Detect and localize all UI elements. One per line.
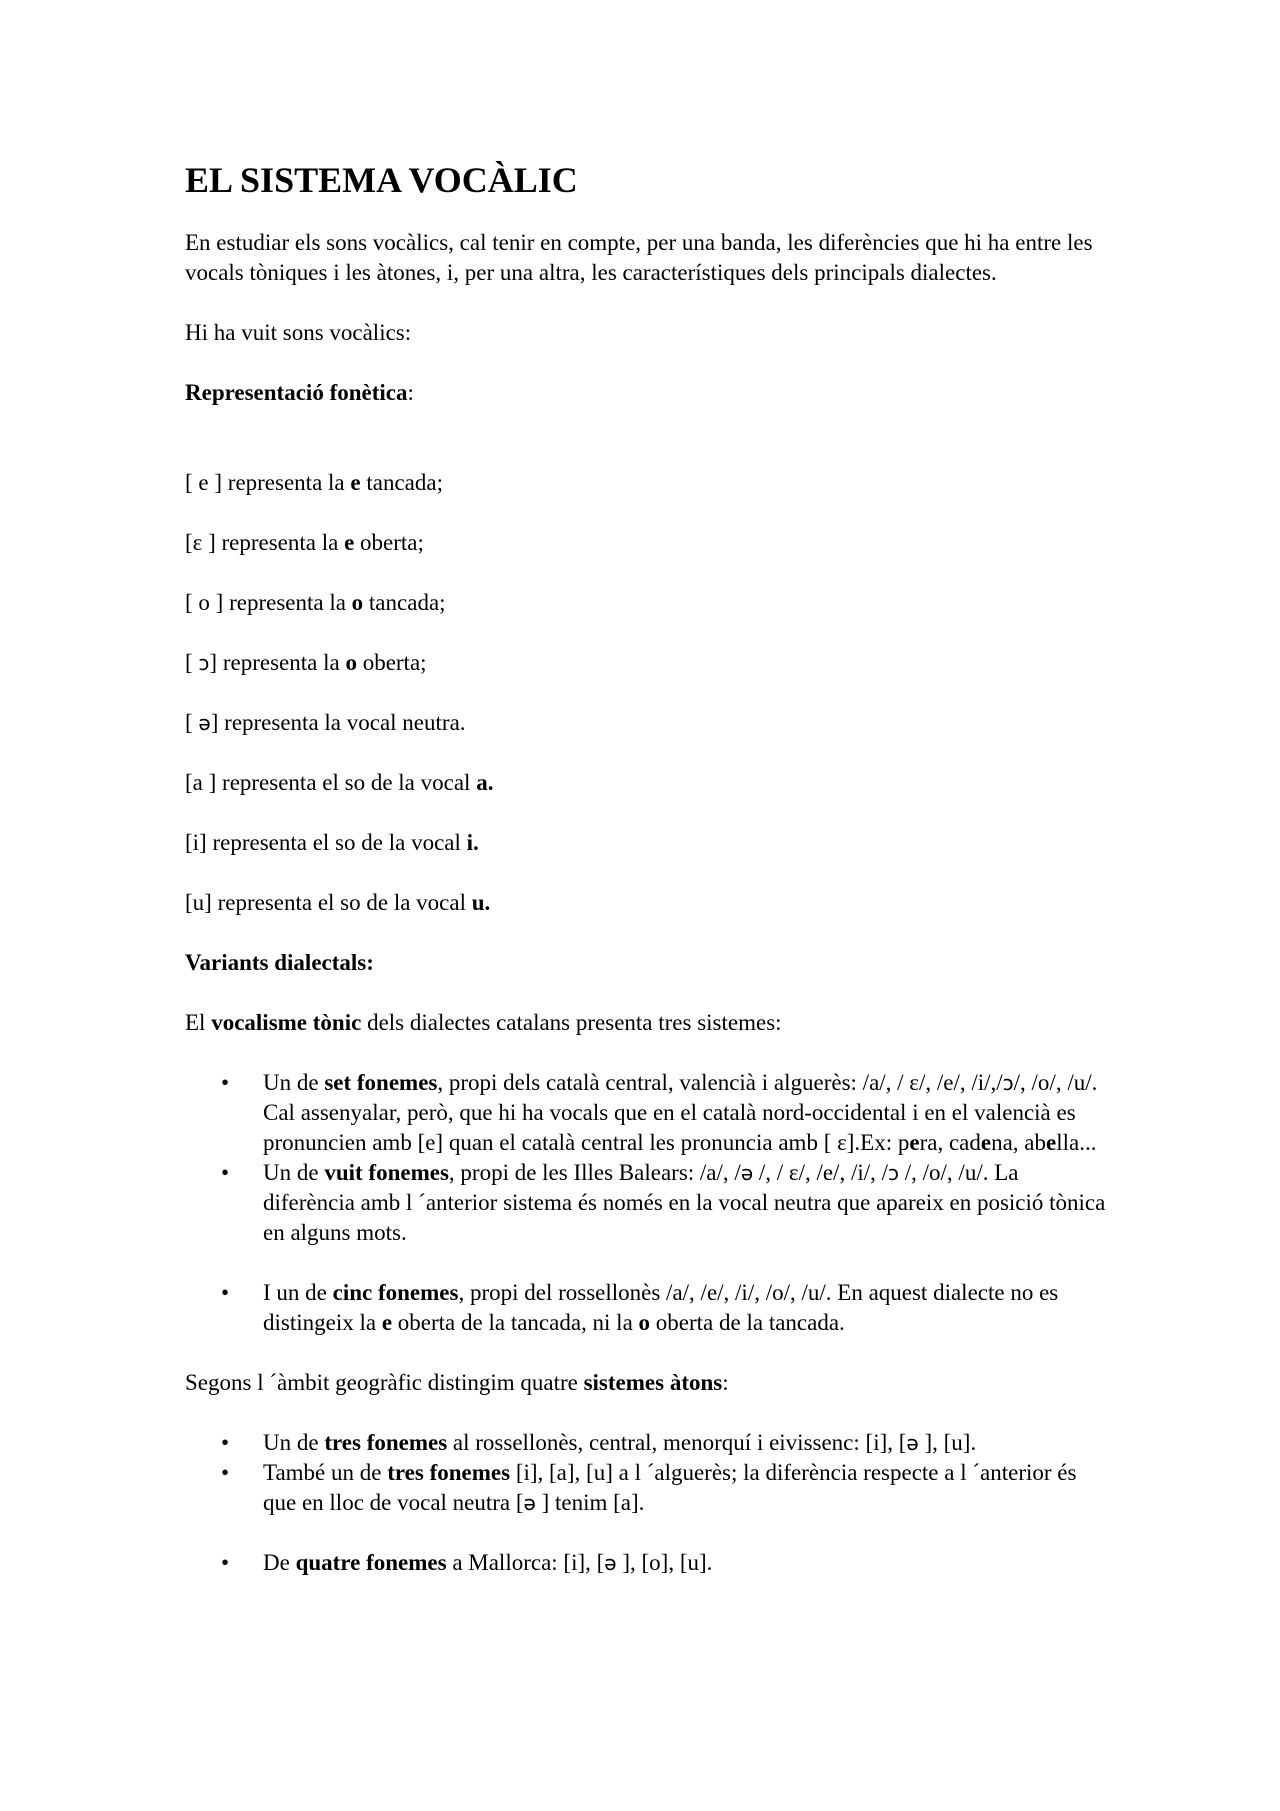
representation-heading-label: Representació fonètica <box>185 380 408 405</box>
tonic-intro: El vocalisme tònic dels dialectes catalans presenta tres sistemes: <box>185 1010 782 1035</box>
vowel-count-paragraph: Hi ha vuit sons vocàlics: <box>185 320 412 345</box>
symbol-line-u: [u] representa el so de la vocal u. <box>185 890 491 915</box>
symbol-line-o-open: [ ɔ] representa la o oberta; <box>185 650 427 675</box>
variants-heading: Variants dialectals: <box>185 950 374 975</box>
representation-heading <box>185 378 1115 408</box>
list-item-eight-phonemes: • Un de vuit fonemes, propi de les Illes Balears: /a/, /ə /, / ε/, /e/, /i/, /ɔ /, /o/, /u/. La diferència amb l ´anterior sistema és només en la vocal neutra que apareix en posició tònica en alguns mots. <box>185 1158 1115 1248</box>
list-item-three-phonemes-alguer: • També un de tres fonemes [i], [a], [u] a l ´alguerès; la diferència respecte a l ´anterior és que en lloc de vocal neutra [ə ] tenim [a]. <box>185 1458 1115 1518</box>
list-item-three-phonemes-central: • Un de tres fonemes al rossellonès, central, menorquí i eivissenc: [i], [ə ], [u]. <box>185 1428 1115 1458</box>
representation-heading-colon: : <box>407 380 414 405</box>
list-item-five-phonemes: • I un de cinc fonemes, propi del rossellonès /a/, /e/, /i/, /o/, /u/. En aquest dialecte no es distingeix la e oberta de la tancada, ni la o oberta de la tancada. <box>185 1278 1115 1338</box>
symbol-line-e-closed: [ e ] representa la e tancada; <box>185 470 443 495</box>
intro-paragraph: En estudiar els sons vocàlics, cal tenir en compte, per una banda, les diferències que hi ha entre les vocals tòniques i les àtones, i, per una altra, les característiques dels principals dialectes. <box>185 230 1093 285</box>
tonic-systems-list <box>185 1068 1115 1338</box>
symbol-line-o-closed: [ o ] representa la o tancada; <box>185 590 446 615</box>
atonic-systems-list <box>185 1428 1115 1578</box>
page-title: EL SISTEMA VOCÀLIC <box>185 160 578 200</box>
symbol-line-neutral: [ ə] representa la vocal neutra. <box>185 710 466 735</box>
symbol-line-e-open: [ε ] representa la e oberta; <box>185 530 424 555</box>
symbol-line-a: [a ] representa el so de la vocal a. <box>185 770 494 795</box>
list-item-four-phonemes: • De quatre fonemes a Mallorca: [i], [ə ], [o], [u]. <box>185 1548 1115 1578</box>
document-page <box>185 150 1115 1608</box>
symbol-line-i: [i] representa el so de la vocal i. <box>185 830 479 855</box>
blank-line <box>185 438 1115 468</box>
atonic-intro: Segons l ´àmbit geogràfic distingim quatre sistemes àtons: <box>185 1370 729 1395</box>
list-item-seven-phonemes: • Un de set fonemes, propi dels català central, valencià i alguerès: /a/, / ε/, /e/, /i/,/ɔ/, /o/, /u/. Cal assenyalar, però, que hi ha vocals que en el català nord-occidental i en el valencià es pronuncien amb [e] quan el català central les pronuncia amb [ ε].Ex: pera, cadena, abella... <box>185 1068 1115 1158</box>
